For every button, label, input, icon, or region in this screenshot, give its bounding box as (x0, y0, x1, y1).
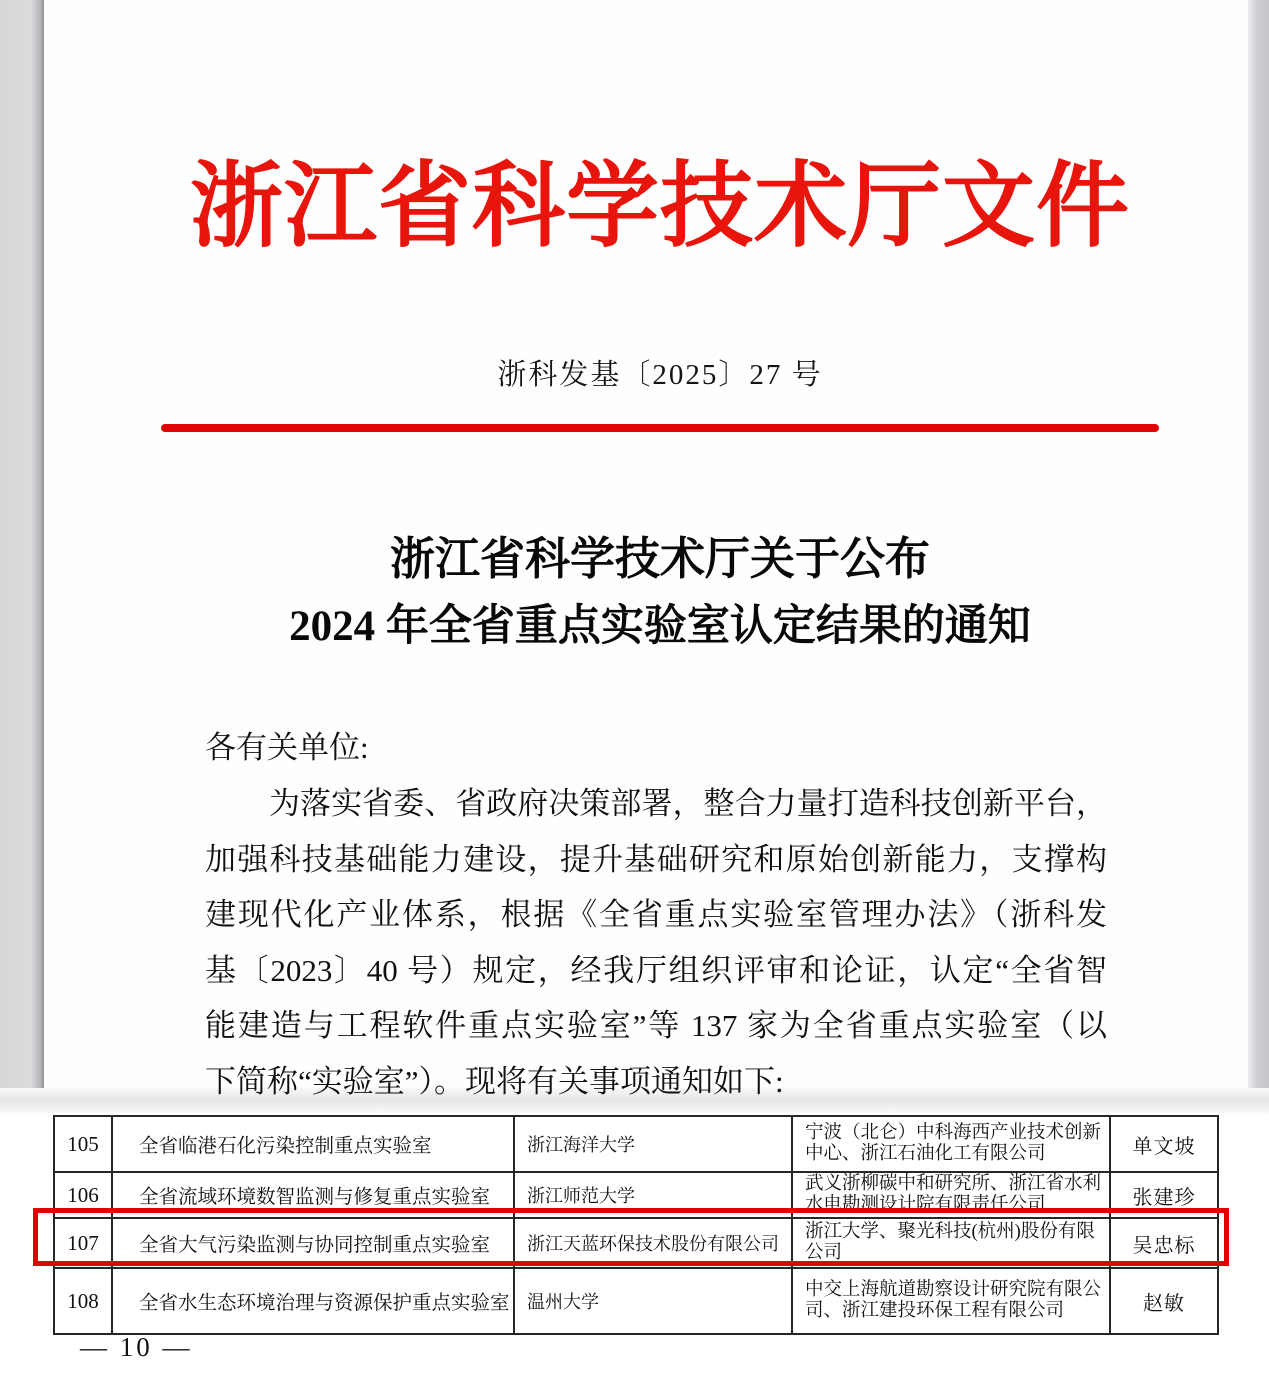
table-row (54, 1268, 1218, 1334)
letterhead-separator-line (161, 424, 1159, 432)
row-number-cell: 105 (54, 1116, 112, 1172)
row-number-cell: 106 (54, 1172, 112, 1218)
paragraph-line: 加强科技基础能力建设，提升基础研究和原始创新能力，支撑构 (205, 841, 1107, 877)
lab-name-cell: 全省临港石化污染控制重点实验室 (112, 1116, 514, 1172)
notice-title-line2: 2024 年全省重点实验室认定结果的通知 (289, 603, 1031, 650)
paragraph-line: 基〔2023〕40 号）规定，经我厅组织评审和论证，认定“全省智 (205, 952, 1107, 988)
letterhead-title: 浙江省科学技术厅文件 (190, 156, 1130, 259)
body-paragraph (205, 776, 1107, 1109)
salutation: 各有关单位: (205, 730, 369, 765)
host-org-cell: 温州大学 (514, 1268, 792, 1334)
paragraph-line: 为落实省委、省政府决策部署，整合力量打造科技创新平台， (269, 786, 1107, 821)
lab-results-table (53, 1115, 1219, 1335)
host-org-cell: 浙江天蓝环保技术股份有限公司 (514, 1218, 792, 1268)
paragraph-line: 下简称“实验室”）。现将有关事项通知如下: (205, 1063, 784, 1099)
paragraph-line: 建现代化产业体系，根据《全省重点实验室管理办法》（浙科发 (205, 897, 1107, 932)
lab-name-cell: 全省水生态环境治理与资源保护重点实验室 (112, 1268, 514, 1334)
director-cell: 单文坡 (1110, 1116, 1218, 1172)
table-row (54, 1172, 1218, 1218)
scan-background-left (0, 0, 44, 1102)
partner-orgs-cell: 宁波（北仑）中科海西产业技术创新中心、浙江石油化工有限公司 (792, 1116, 1110, 1172)
row-number-cell: 108 (54, 1268, 112, 1334)
host-org-cell: 浙江海洋大学 (514, 1116, 792, 1172)
table-row-highlighted (54, 1218, 1218, 1268)
table-row (54, 1116, 1218, 1172)
row-number-cell: 107 (54, 1218, 112, 1268)
lab-name-cell: 全省大气污染监测与协同控制重点实验室 (112, 1218, 514, 1268)
scan-background-right (1248, 0, 1269, 1102)
document-number: 浙科发基〔2025〕27 号 (497, 359, 823, 391)
partner-orgs-cell: 中交上海航道勘察设计研究院有限公司、浙江建投环保工程有限公司 (792, 1268, 1110, 1334)
host-org-cell: 浙江师范大学 (514, 1172, 792, 1218)
director-cell: 赵敏 (1110, 1268, 1218, 1334)
director-cell: 吴忠标 (1110, 1218, 1218, 1268)
page-number: — 10 — (80, 1332, 193, 1362)
notice-title-line1: 浙江省科学技术厅关于公布 (389, 534, 930, 584)
director-cell: 张建珍 (1110, 1172, 1218, 1218)
lab-name-cell: 全省流域环境数智监测与修复重点实验室 (112, 1172, 514, 1218)
partner-orgs-cell: 浙江大学、聚光科技(杭州)股份有限公司 (792, 1218, 1110, 1268)
paragraph-line: 能建造与工程软件重点实验室”等 137 家为全省重点实验室（以 (205, 1008, 1107, 1043)
partner-orgs-cell: 武义浙柳碳中和研究所、浙江省水利水电勘测设计院有限责任公司 (792, 1172, 1110, 1218)
